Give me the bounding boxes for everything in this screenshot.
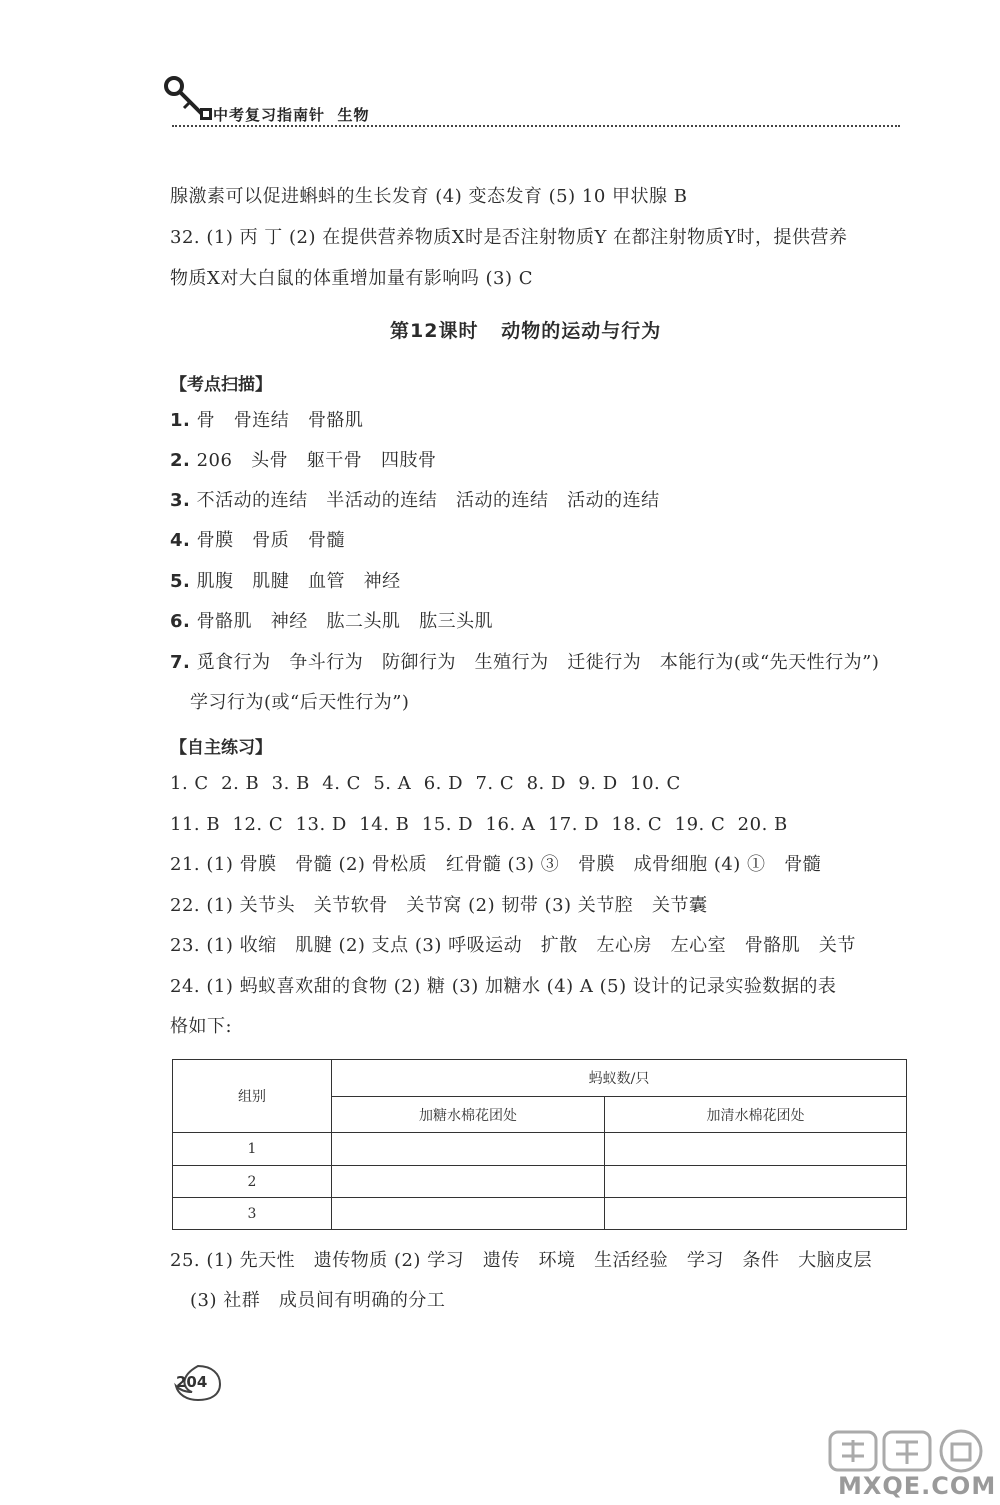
table-header-count: 蚂蚁数/只	[332, 1060, 907, 1097]
page-number: 204	[176, 1373, 208, 1391]
table-row	[173, 1166, 907, 1198]
answer-q24: 24. (1) 蚂蚁喜欢甜的食物 (2) 糖 (3) 加糖水 (4) A (5) 设计的记录实验数据的表	[170, 976, 837, 997]
header-title: 中考复习指南针 生物	[213, 106, 370, 124]
answer-q24-cont: 格如下:	[170, 1016, 233, 1037]
table-header-col2: 加清水棉花团处	[605, 1097, 907, 1133]
watermark-text: MXQE.COM	[838, 1472, 997, 1500]
list-item-continuation: 学习行为(或“后天性行为”)	[190, 692, 410, 713]
table-row	[173, 1198, 907, 1230]
answer-q22: 22. (1) 关节头 关节软骨 关节窝 (2) 韧带 (3) 关节腔 关节囊	[170, 895, 708, 916]
list-item: 5. 肌腹 肌腱 血管 神经	[170, 571, 401, 592]
list-item: 6. 骨骼肌 神经 肱二头肌 肱三头肌	[170, 611, 494, 632]
table-row	[173, 1133, 907, 1166]
table-cell-group: 3	[173, 1198, 332, 1230]
answer-q25: 25. (1) 先天性 遗传物质 (2) 学习 遗传 环境 生活经验 学习 条件 大脑皮层	[170, 1250, 873, 1271]
text-line-2: 32. (1) 丙 丁 (2) 在提供营养物质X时是否注射物质Y 在都注射物质Y时，提供营养	[170, 227, 848, 248]
text-line-3: 物质X对大白鼠的体重增加量有影响吗 (3) C	[170, 268, 534, 289]
answer-q21: 21. (1) 骨膜 骨髓 (2) 骨松质 红骨髓 (3) ③ 骨膜 成骨细胞 (4) ① 骨髓	[170, 854, 822, 875]
answer-row-2: 11. B 12. C 13. D 14. B 15. D 16. A 17. D 18. C 19. C 20. B	[170, 814, 788, 835]
list-item: 2. 206 头骨 躯干骨 四肢骨	[170, 450, 437, 471]
list-item: 1. 骨 骨连结 骨骼肌	[170, 410, 364, 431]
answer-q23: 23. (1) 收缩 肌腱 (2) 支点 (3) 呼吸运动 扩散 左心房 左心室 骨骼肌 关节	[170, 935, 856, 956]
key-icon	[160, 72, 220, 124]
record-table	[172, 1059, 907, 1230]
text-line-1: 腺激素可以促进蝌蚪的生长发育 (4) 变态发育 (5) 10 甲状腺 B	[170, 186, 688, 207]
table-header-group: 组别	[173, 1060, 332, 1133]
table-cell-group: 1	[173, 1133, 332, 1166]
answer-q25-cont: (3) 社群 成员间有明确的分工	[190, 1290, 446, 1311]
table-header-col1: 加糖水棉花团处	[332, 1097, 605, 1133]
table-cell-group: 2	[173, 1166, 332, 1198]
answer-row-1: 1. C 2. B 3. B 4. C 5. A 6. D 7. C 8. D 9. D 10. C	[170, 773, 681, 794]
list-item: 4. 骨膜 骨质 骨髓	[170, 530, 345, 551]
zizhu-heading: 【自主练习】	[170, 738, 272, 758]
kaodian-heading: 【考点扫描】	[170, 375, 272, 395]
watermark-logo-icon	[828, 1428, 990, 1474]
header-divider	[172, 125, 900, 127]
list-item: 3. 不活动的连结 半活动的连结 活动的连结 活动的连结	[170, 490, 660, 511]
list-item: 7. 觅食行为 争斗行为 防御行为 生殖行为 迁徙行为 本能行为(或“先天性行为”)	[170, 652, 880, 673]
section-title: 第12课时 动物的运动与行为	[390, 320, 662, 342]
